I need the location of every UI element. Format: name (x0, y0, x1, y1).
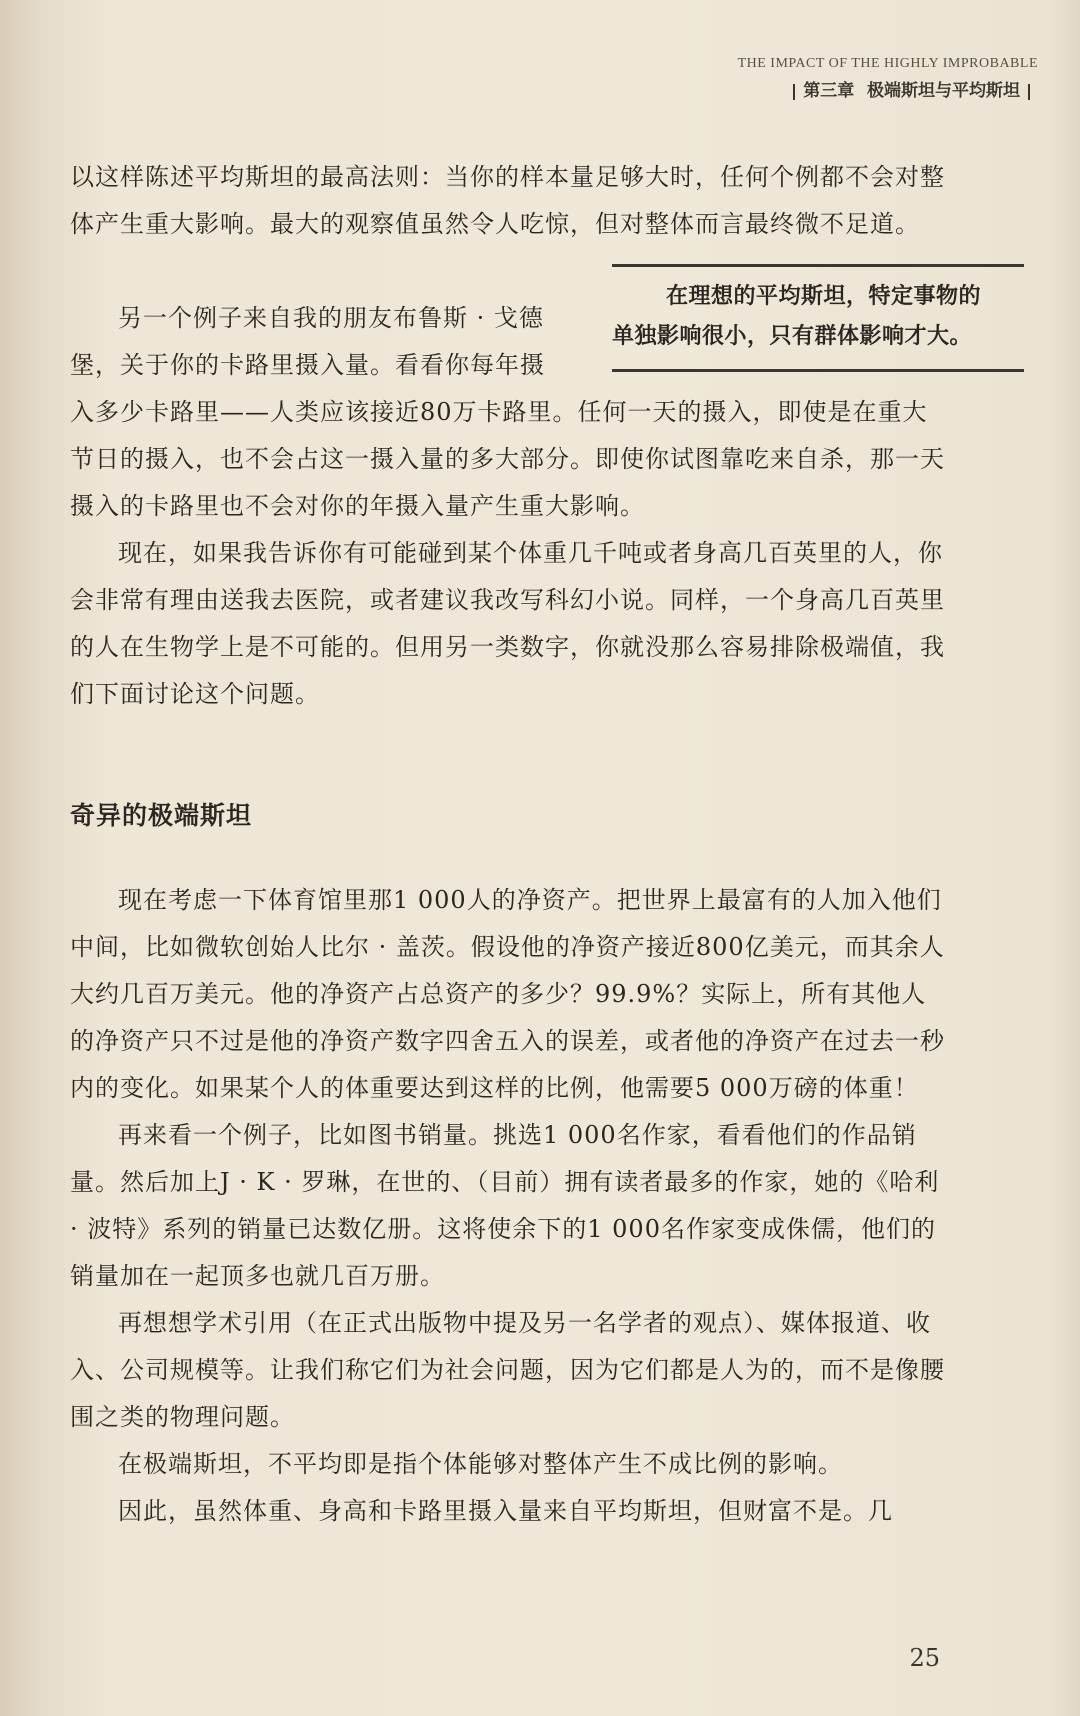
section-title: 奇异的极端斯坦 (70, 801, 253, 830)
header-divider (793, 84, 795, 100)
paragraph: 现在考虑一下体育馆里那1 000人的净资产。把世界上最富有的人加入他们中间，比如微软创始人比尔 · 盖茨。假设他的净资产接近800亿美元，而其余人大约几百万美元。他的净资产占总资产的多少？99.9%？实际上，所有其他人的净资产只不过是他的净资产数字四舍五入的误差，或者他的净资产在过去一秒内的变化。如果某个人的体重要达到这样的比例，他需要5 000万磅的体重！ (70, 886, 945, 1102)
header-divider-end (1028, 84, 1030, 100)
paragraph-narrow-block (70, 295, 575, 389)
page-edge-shadow (1050, 0, 1080, 1716)
section-body (70, 877, 945, 1535)
header-chapter (738, 76, 1038, 101)
pull-quote-line-1: 在理想的平均斯坦，特定事物的 (666, 284, 982, 309)
header-chapter-number: 第三章 (803, 81, 855, 100)
page-number: 25 (909, 1644, 940, 1672)
running-header (738, 56, 1038, 101)
header-chapter-title: 极端斯坦与平均斯坦 (867, 81, 1020, 100)
paragraph-block-2 (70, 389, 945, 718)
paragraph: 再想想学术引用（在正式出版物中提及另一名学者的观点）、媒体报道、收入、公司规模等。让我们称它们为社会问题，因为它们都是人为的，而不是像腰围之类的物理问题。 (70, 1309, 945, 1431)
pull-quote (612, 264, 1024, 372)
paragraph: 现在，如果我告诉你有可能碰到某个体重几千吨或者身高几百英里的人，你会非常有理由送我去医院，或者建议我改写科幻小说。同样，一个身高几百英里的人在生物学上是不可能的。但用另一类数字，你就没那么容易排除极端值，我们下面讨论这个问题。 (70, 539, 945, 708)
paragraph-block-1 (70, 154, 945, 248)
pull-quote-line-2: 单独影响很小，只有群体影响才大。 (612, 324, 973, 349)
paragraph: 在极端斯坦，不平均即是指个体能够对整体产生不成比例的影响。 (118, 1450, 843, 1478)
paragraph-line: 另一个例子来自我的朋友布鲁斯 · 戈德 (118, 304, 544, 332)
paragraph: 再来看一个例子，比如图书销量。挑选1 000名作家，看看他们的作品销量。然后加上J · K · 罗琳，在世的、（目前）拥有读者最多的作家，她的《哈利 · 波特》系列的销量已达数亿册。这将使余下的1 000名作家变成侏儒，他们的销量加在一起顶多也就几百万册。 (70, 1121, 940, 1290)
paragraph: 以这样陈述平均斯坦的最高法则：当你的样本量足够大时，任何个例都不会对整体产生重大影响。最大的观察值虽然令人吃惊，但对整体而言最终微不足道。 (70, 163, 945, 238)
paragraph: 因此，虽然体重、身高和卡路里摄入量来自平均斯坦，但财富不是。几 (118, 1497, 893, 1525)
paragraph: 入多少卡路里——人类应该接近80万卡路里。任何一天的摄入，即使是在重大节日的摄入，也不会占这一摄入量的多大部分。即使你试图靠吃来自杀，那一天摄入的卡路里也不会对你的年摄入量产生重大影响。 (70, 398, 945, 520)
header-english-title: THE IMPACT OF THE HIGHLY IMPROBABLE (737, 56, 1038, 71)
paragraph-line: 堡，关于你的卡路里摄入量。看看你每年摄 (70, 351, 545, 379)
